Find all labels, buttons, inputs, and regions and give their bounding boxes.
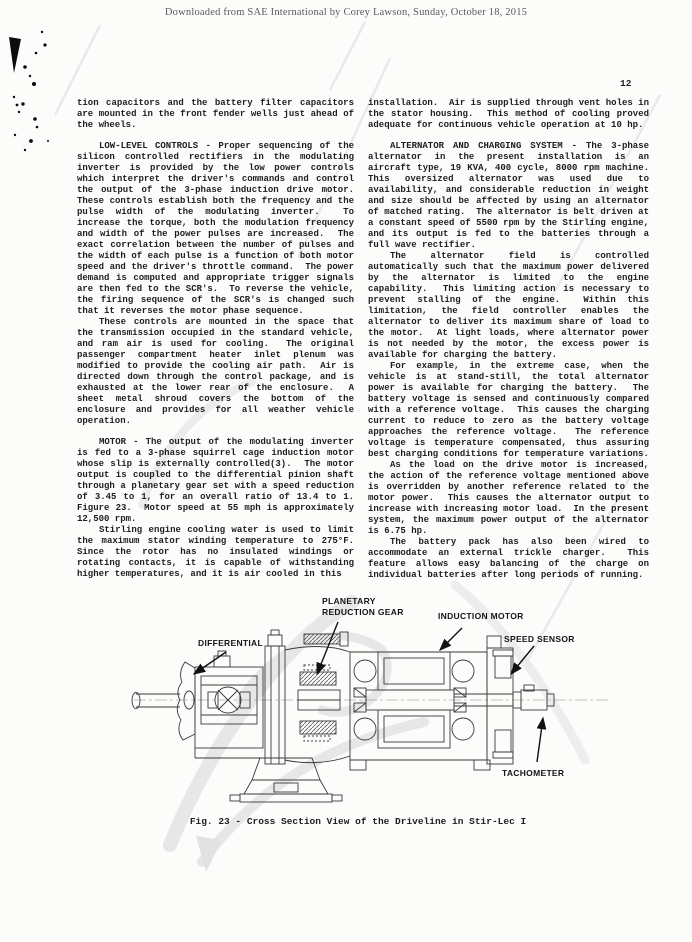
paragraph: For example, in the extreme case, when the vehicle is at stand-still, the total alternator power is available for charging the battery. The battery voltage is sensed and continuously compared with a reference voltage. This causes the charging current to reduce to zero as the battery voltage approaches the reference voltage. The reference voltage is temperature compensated, thus assuring best charging conditions for temperature variations. — [368, 361, 655, 459]
differential-housing — [177, 662, 195, 740]
label-planetary-line2: REDUCTION GEAR — [322, 607, 404, 617]
page-number: 12 — [620, 78, 632, 89]
paragraph: MOTOR - The output of the modulating inverter is fed to a 3-phase squirrel cage induction motor whose slip is externally controlled(3). The motor output is coupled to the differential pinion shaft through a planetary gear set with a speed reduction of 3.45 to 1, for an overall ratio of 13.4 to 1. Figure 23. Motor speed at 55 mph is approximately 12,500 rpm. — [77, 437, 360, 524]
driveline-drawing — [132, 630, 554, 802]
paragraph: Stirling engine cooling water is used to limit the maximum stator winding temperature to 275°F. Since the rotor has no insulated windings or rotating contacts, it is capable of withstanding higher temperatures, and it is air cooled in this — [77, 525, 360, 579]
paragraph: ALTERNATOR AND CHARGING SYSTEM - The 3-phase alternator in the present installation is an aircraft type, 19 KVA, 400 cycle, 8000 rpm machine. This oversized alternator was used due to availability, and considerable reduction in weight and size should be affected by using an alternator of matched rating. The alternator is belt driven at a constant speed of 5500 rpm by the Stirling engine, and its output is fed to the batteries through a full wave rectifier. — [368, 141, 660, 250]
pedestal-mount — [230, 758, 342, 802]
support-plate — [265, 646, 285, 764]
left-column — [77, 98, 365, 580]
speed-sensor-part — [493, 650, 513, 758]
label-planetary-line1: PLANETARY — [322, 596, 376, 606]
label-induction-motor: INDUCTION MOTOR — [438, 611, 524, 621]
figure-caption: Fig. 23 - Cross Section View of the Driveline in Stir-Lec I — [189, 816, 527, 827]
paragraph: installation. Air is supplied through vent holes in the stator housing. This method of cooling proved adequate for continuous vehicle operation at 10 hp. — [368, 98, 655, 130]
induction-motor-body — [350, 636, 513, 770]
paragraph: tion capacitors and the battery filter capacitors are mounted in the front fender wells just ahead of the wheels. — [77, 98, 360, 130]
paragraph: LOW-LEVEL CONTROLS - Proper sequencing of the silicon controlled rectifiers in the modulating inverter is provided by the low power controls which interpret the driver's commands and control the output of the 3-phase induction drive motor. These controls establish both the frequency and the pulse width of the modulating inverter. To increase the torque, both the modulation frequency and width of the power pulses are increased. The exact correlation between the number of pulses and the width of each pulse is a function of both motor speed and the driver's throttle command. The power demand is computed and appropriate trigger signals are then fed to the SCR's. To reverse the vehicle, the firing sequence of the SCR's is changed such that it reverses the motor phase sequence. — [77, 141, 365, 316]
tachometer-part — [513, 685, 554, 710]
paragraph: As the load on the drive motor is increased, the action of the reference voltage mentioned above is overridden by another reference related to the motor power. This causes the alternator output to increase with increasing motor load. In the present system, the maximum power output of the alternator is 6.75 hp. — [368, 460, 655, 536]
ink-specks — [9, 31, 49, 151]
watermark-wedge — [196, 836, 222, 872]
driveline-cross-section-figure — [88, 588, 608, 818]
paragraph: The alternator field is controlled automatically such that the maximum power delivered by the alternator is limited to the engine capability. This limiting action is necessary to prevent stalling of the engine. Within this limitation, the field controller enables the alternator to deliver its maximum share of load to the motor. At light loads, where alternator power is not needed by the motor, the excess power is available for charging the battery. — [368, 251, 655, 360]
planetary-gear-set — [298, 665, 340, 741]
label-speed-sensor: SPEED SENSOR — [504, 634, 575, 644]
paragraph: These controls are mounted in the space that the transmission occupied in the standard vehicle, and ram air is used for cooling. The original passenger compartment heater inlet plenum was modified to provide the cooling air path. Air is directed down through the control package, and is exhausted at the lower rear of the enclosure. A sheet metal shroud covers the bottom of the enclosure and provides for all weather vehicle operation. — [77, 317, 360, 426]
right-column — [368, 98, 660, 581]
label-tachometer: TACHOMETER — [502, 768, 565, 778]
download-notice: Downloaded from SAE International by Corey Lawson, Sunday, October 18, 2015 — [164, 7, 528, 18]
label-differential: DIFFERENTIAL — [198, 638, 263, 648]
paragraph: The battery pack has also been wired to accommodate an external trickle charger. This feature allows easy balancing of the charge on individual batteries after long periods of running. — [368, 537, 655, 580]
